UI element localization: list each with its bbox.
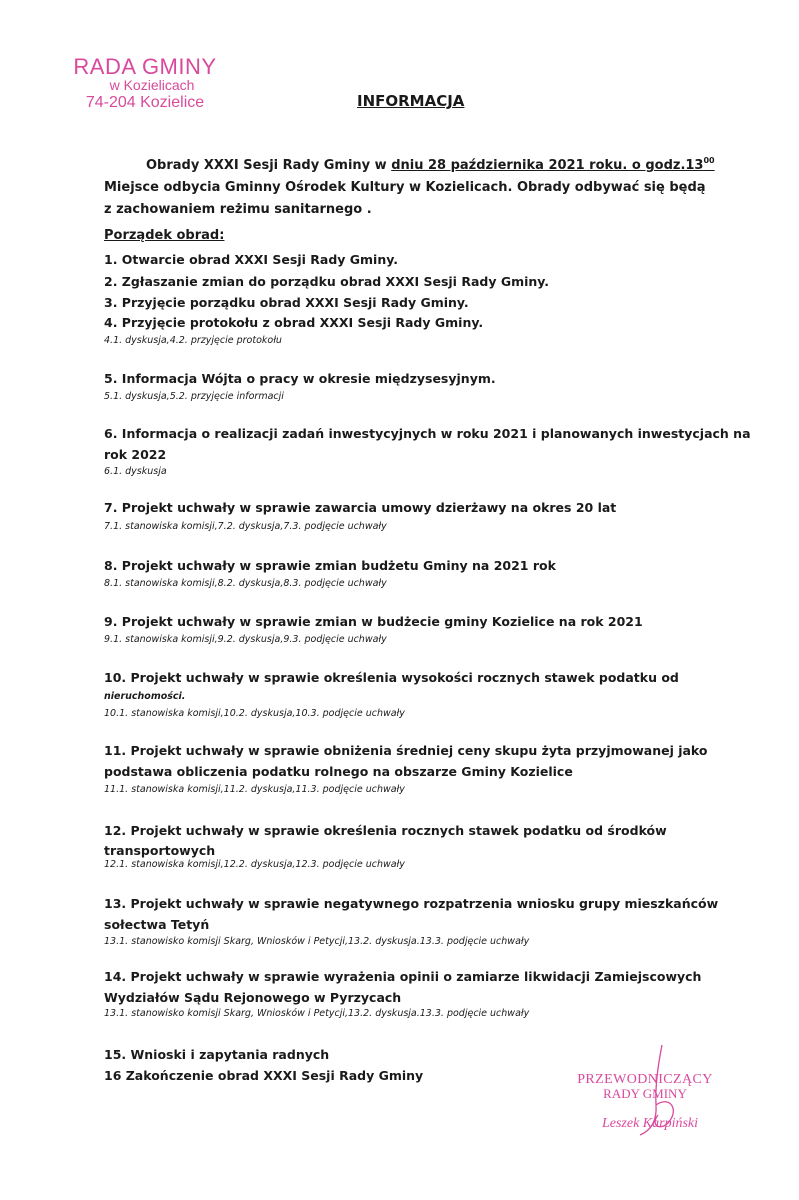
signature-council: RADY GMINY: [603, 1086, 687, 1101]
agenda-item-15: 15. Wnioski i zapytania radnych: [104, 1047, 330, 1062]
agenda-item-6-cont: rok 2022: [104, 447, 167, 462]
council-stamp: [40, 55, 250, 112]
agenda-sub-10: 10.1. stanowiska komisji,10.2. dyskusja,10.3. podjęcie uchwały: [104, 708, 405, 719]
agenda-item-5: 5. Informacja Wójta o pracy w okresie międzysesyjnym.: [104, 371, 496, 386]
agenda-item-14-cont: Wydziałów Sądu Rejonowego w Pyrzycach: [104, 990, 402, 1005]
stamp-line-1: RADA GMINY: [73, 54, 217, 79]
signature-name: Leszek Karpiński: [601, 1116, 699, 1131]
agenda-sub-11: 11.1. stanowiska komisji,11.2. dyskusja,11.3. podjęcie uchwały: [104, 784, 405, 795]
agenda-item-14: 14. Projekt uchwały w sprawie wyrażenia opinii o zamiarze likwidacji Zamiejscowych: [104, 969, 702, 984]
agenda-item-11: 11. Projekt uchwały w sprawie obniżenia średniej ceny skupu żyta przyjmowanej jako: [104, 743, 708, 758]
intro-part-1: Obrady XXXI Sesji Rady Gminy w: [146, 158, 392, 173]
agenda-item-12: 12. Projekt uchwały w sprawie określenia rocznych stawek podatku od środków: [104, 823, 667, 838]
agenda-sub-14: 13.1. stanowisko komisji Skarg, Wniosków i Petycji,13.2. dyskusja.13.3. podjęcie uchwały: [104, 1008, 530, 1019]
agenda-sub-9: 9.1. stanowiska komisji,9.2. dyskusja,9.3. podjęcie uchwały: [104, 634, 387, 645]
agenda-item-7: 7. Projekt uchwały w sprawie zawarcia umowy dzierżawy na okres 20 lat: [104, 500, 617, 515]
agenda-item-13-cont: sołectwa Tetyń: [104, 917, 210, 932]
agenda-sub-5: 5.1. dyskusja,5.2. przyjęcie informacji: [104, 391, 284, 402]
document-title: INFORMACJA: [357, 92, 465, 110]
agenda-sub-6: 6.1. dyskusja: [104, 466, 167, 477]
intro-time-sup: 00: [703, 156, 715, 165]
agenda-sub-13: 13.1. stanowisko komisji Skarg, Wniosków i Petycji,13.2. dyskusja.13.3. podjęcie uchwały: [104, 936, 530, 947]
agenda-item-2: 2. Zgłaszanie zmian do porządku obrad XXXI Sesji Rady Gminy.: [104, 274, 550, 289]
chairman-signature: [560, 1072, 730, 1132]
intro-date: [391, 158, 714, 173]
agenda-heading: Porządek obrad:: [104, 228, 225, 243]
agenda-sub-12: 12.1. stanowiska komisji,12.2. dyskusja,12.3. podjęcie uchwały: [104, 859, 405, 870]
stamp-line-3: 74-204 Kozielice: [85, 93, 205, 111]
agenda-item-4: 4. Przyjęcie protokołu z obrad XXXI Sesji Rady Gminy.: [104, 315, 484, 330]
stamp-line-2: w Kozielicach: [109, 77, 195, 94]
intro-date-text: dniu 28 października 2021 roku. o godz.13: [391, 158, 704, 173]
agenda-item-9: 9. Projekt uchwały w sprawie zmian w budżecie gminy Kozielice na rok 2021: [104, 614, 643, 629]
agenda-sub-8: 8.1. stanowiska komisji,8.2. dyskusja,8.3. podjęcie uchwały: [104, 578, 387, 589]
agenda-item-8: 8. Projekt uchwały w sprawie zmian budżetu Gminy na 2021 rok: [104, 558, 556, 573]
agenda-item-13: 13. Projekt uchwały w sprawie negatywnego rozpatrzenia wniosku grupy mieszkańców: [104, 896, 719, 911]
signature-title: PRZEWODNICZĄCY: [577, 1072, 713, 1087]
agenda-item-11-cont: podstawa obliczenia podatku rolnego na obszarze Gminy Kozielice: [104, 764, 573, 779]
intro-paragraph: [104, 150, 764, 221]
agenda-item-6: 6. Informacja o realizacji zadań inwestycyjnych w roku 2021 i planowanych inwestycjach na: [104, 426, 751, 441]
agenda-item-12-cont: transportowych: [104, 843, 216, 858]
agenda-item-10-cont: nieruchomości.: [104, 691, 186, 702]
intro-line-3: z zachowaniem reżimu sanitarnego .: [104, 202, 372, 217]
agenda-sub-7: 7.1. stanowiska komisji,7.2. dyskusja,7.3. podjęcie uchwały: [104, 521, 387, 532]
agenda-item-3: 3. Przyjęcie porządku obrad XXXI Sesji Rady Gminy.: [104, 295, 469, 310]
agenda-sub-4: 4.1. dyskusja,4.2. przyjęcie protokołu: [104, 335, 282, 346]
intro-line-2: Miejsce odbycia Gminny Ośrodek Kultury w Kozielicach. Obrady odbywać się będą: [104, 180, 706, 195]
agenda-item-1: 1. Otwarcie obrad XXXI Sesji Rady Gminy.: [104, 252, 398, 267]
agenda-item-16: 16 Zakończenie obrad XXXI Sesji Rady Gminy: [104, 1068, 424, 1083]
agenda-item-10: 10. Projekt uchwały w sprawie określenia wysokości rocznych stawek podatku od: [104, 670, 679, 685]
